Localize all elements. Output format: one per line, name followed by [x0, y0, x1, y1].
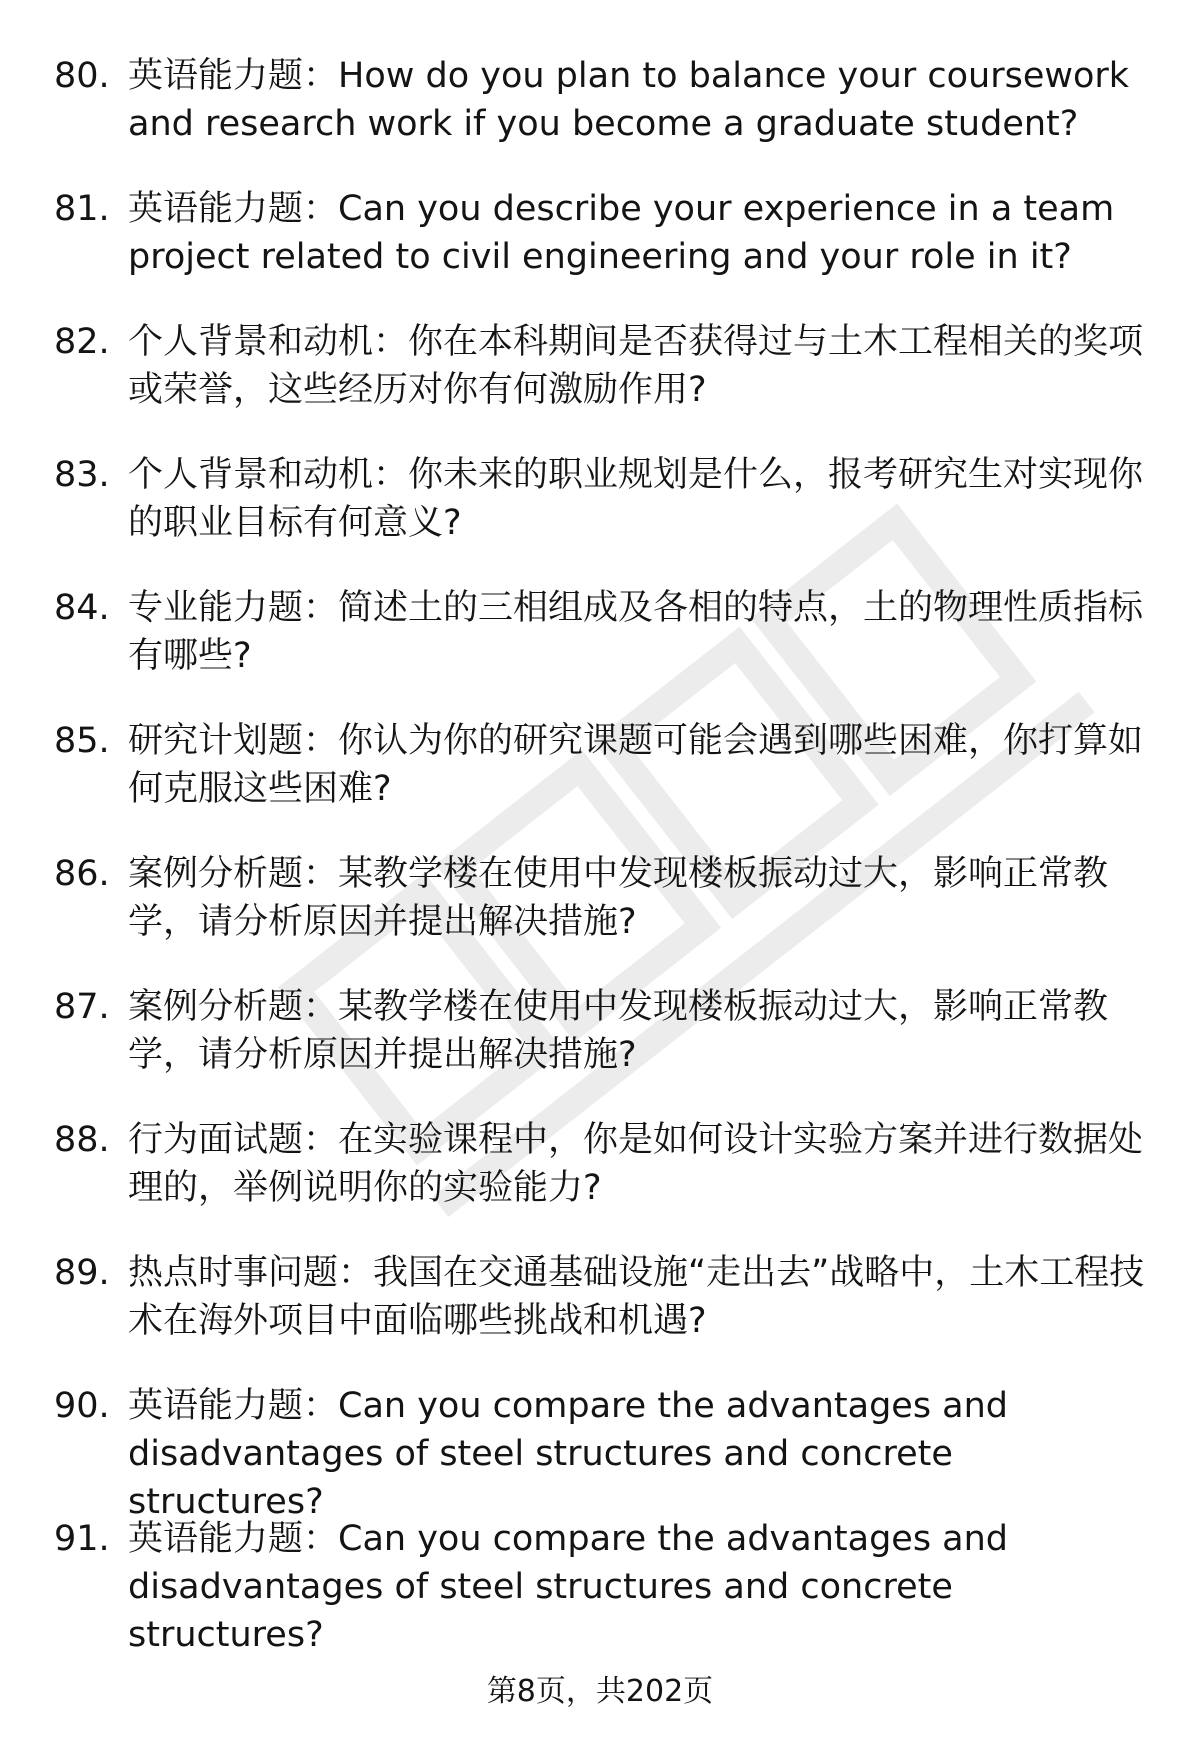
- question-number: 85.: [54, 721, 110, 761]
- question-text: 研究计划题：你认为你的研究课题可能会遇到哪些困难，你打算如何克服这些困难?: [128, 721, 1144, 809]
- question-number: 83.: [54, 455, 110, 495]
- question-number: 90.: [54, 1386, 110, 1426]
- question-number: 89.: [54, 1253, 110, 1293]
- question-number: 86.: [54, 854, 110, 894]
- question-item: [54, 451, 1154, 584]
- question-list: [54, 52, 1154, 1655]
- question-item: [54, 850, 1154, 983]
- question-text: 热点时事问题：我国在交通基础设施“走出去”战略中，土木工程技术在海外项目中面临哪些挑战和机遇?: [128, 1253, 1145, 1341]
- question-item: [54, 717, 1154, 850]
- question-text: 行为面试题：在实验课程中，你是如何设计实验方案并进行数据处理的，举例说明你的实验能力?: [128, 1120, 1144, 1208]
- question-number: 84.: [54, 588, 110, 628]
- question-number: 80.: [54, 56, 110, 96]
- question-number: 82.: [54, 322, 110, 362]
- question-text: 个人背景和动机：你在本科期间是否获得过与土木工程相关的奖项或荣誉，这些经历对你有何激励作用?: [128, 322, 1144, 410]
- question-text: 个人背景和动机：你未来的职业规划是什么，报考研究生对实现你的职业目标有何意义?: [128, 455, 1144, 543]
- question-text: 英语能力题：Can you compare the advantages and disadvantages of steel structures and concrete structures?: [128, 1386, 1009, 1522]
- question-text: 英语能力题：Can you compare the advantages and disadvantages of steel structures and concrete structures?: [128, 1519, 1009, 1655]
- question-item: [54, 1249, 1154, 1382]
- question-item: [54, 318, 1154, 451]
- question-item: [54, 1515, 1154, 1655]
- question-item: [54, 584, 1154, 717]
- question-item: [54, 185, 1154, 318]
- question-item: [54, 1116, 1154, 1249]
- question-text: 英语能力题：Can you describe your experience in a team project related to civil engineering and your role in it?: [128, 189, 1115, 277]
- question-text: 专业能力题：简述土的三相组成及各相的特点，土的物理性质指标有哪些?: [128, 588, 1144, 676]
- question-number: 88.: [54, 1120, 110, 1160]
- question-item: [54, 52, 1154, 185]
- question-item: [54, 983, 1154, 1116]
- question-item: [54, 1382, 1154, 1522]
- question-number: 81.: [54, 189, 110, 229]
- question-number: 91.: [54, 1519, 110, 1559]
- question-text: 案例分析题：某教学楼在使用中发现楼板振动过大，影响正常教学，请分析原因并提出解决措施?: [128, 987, 1109, 1075]
- question-text: 案例分析题：某教学楼在使用中发现楼板振动过大，影响正常教学，请分析原因并提出解决措施?: [128, 854, 1109, 942]
- page-footer: 第8页，共202页: [486, 1674, 714, 1709]
- question-text: 英语能力题：How do you plan to balance your coursework and research work if you become a graduate student?: [128, 56, 1130, 144]
- question-number: 87.: [54, 987, 110, 1027]
